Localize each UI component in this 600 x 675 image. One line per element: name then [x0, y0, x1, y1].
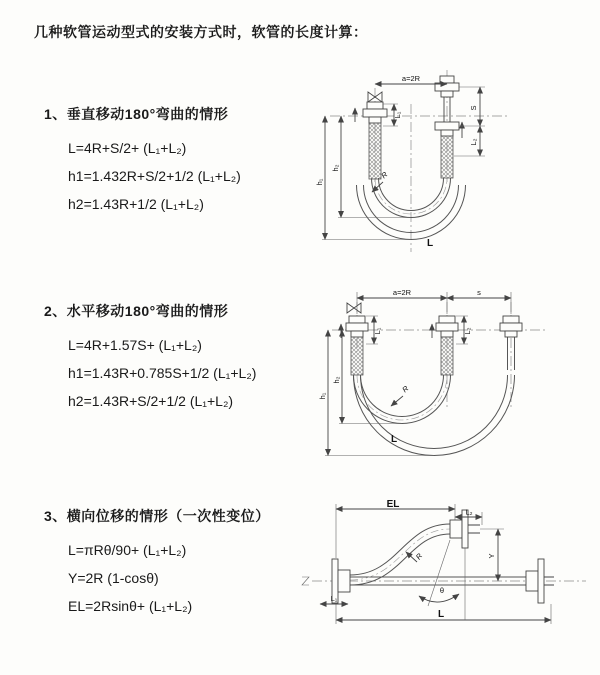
section-1-heading: 1、垂直移动180°弯曲的情形 — [44, 106, 229, 122]
valve-icon — [368, 92, 375, 102]
section-2-heading: 2、水平移动180°弯曲的情形 — [44, 303, 229, 319]
braided-hose-section — [369, 123, 381, 179]
valve-icon — [375, 92, 382, 102]
formula: EL=2Rsinθ+ (L₁+L₂) — [68, 598, 193, 614]
pipe-break-icon — [302, 577, 309, 585]
formula: h1=1.43R+0.785S+1/2 (L₁+L₂) — [68, 365, 257, 381]
dim-label-r: R — [413, 551, 425, 562]
flange — [346, 323, 368, 331]
flange — [435, 122, 459, 130]
dim-label-l1: L₁ — [373, 327, 382, 335]
flange — [338, 570, 350, 592]
flange — [441, 331, 453, 337]
dim-label-r: R — [400, 383, 411, 395]
flange — [439, 316, 455, 323]
dim-label-y: Y — [487, 553, 496, 559]
dim-label-theta: θ — [439, 586, 445, 595]
dim-label-l: L — [427, 238, 434, 249]
dim-label-l2: L₂ — [469, 138, 478, 146]
braided-hose-section — [441, 337, 453, 375]
dim-label-h1: h₁ — [318, 392, 327, 400]
formula: L=4R+1.57S+ (L₁+L₂) — [68, 337, 202, 353]
flange — [440, 76, 454, 83]
flange — [503, 316, 519, 323]
dim-label-l2: L₂ — [463, 327, 472, 335]
flange — [351, 331, 363, 337]
page-title: 几种软管运动型式的安装方式时，软管的长度计算： — [34, 24, 368, 40]
dim-label-h2: h₂ — [332, 376, 341, 384]
dim-label-s: s — [477, 288, 481, 297]
valve-icon — [347, 303, 354, 313]
flange — [441, 130, 453, 136]
dim-label-el: EL — [386, 499, 400, 510]
flange — [538, 559, 544, 603]
dim-label-h2: h₂ — [331, 164, 340, 172]
braided-hose-section — [351, 337, 363, 375]
dim-label-a2r: a=2R — [392, 288, 412, 297]
section-3-formulas — [68, 536, 192, 620]
dim-label-s: S — [469, 105, 478, 111]
flange — [436, 323, 458, 331]
flange — [505, 331, 517, 337]
formula: L=πRθ/90+ (L₁+L₂) — [68, 542, 187, 558]
section-1-formulas — [68, 134, 241, 218]
flange — [441, 91, 453, 97]
formula: h2=1.43R+S/2+1/2 (L₁+L₂) — [68, 393, 234, 409]
section-2-formulas — [68, 331, 256, 415]
flange — [369, 117, 381, 123]
flange — [450, 520, 462, 538]
flange — [526, 571, 538, 591]
dim-label-l: L — [391, 434, 398, 445]
valve-icon — [354, 303, 361, 313]
dim-label-h1: h₁ — [315, 178, 324, 186]
section-3-heading: 3、横向位移的情形（一次性变位） — [44, 508, 270, 524]
flange — [363, 109, 387, 117]
braided-hose-section — [441, 136, 453, 178]
dim-label-l1: L₁ — [393, 111, 402, 119]
dim-label-l2: L₂ — [465, 507, 473, 517]
diagram-vertical-180-bend — [314, 64, 586, 256]
dim-label-l: L — [437, 609, 445, 620]
dim-label-r: R — [379, 169, 390, 181]
dim-label-a2r: a=2R — [401, 74, 421, 83]
formula: h2=1.43R+1/2 (L₁+L₂) — [68, 196, 204, 212]
flange — [500, 323, 522, 331]
formula: L=4R+S/2+ (L₁+L₂) — [68, 140, 187, 156]
diagram-horizontal-180-bend — [314, 282, 592, 460]
flange — [367, 102, 383, 109]
diagram-lateral-displacement — [298, 496, 595, 653]
flange — [349, 316, 365, 323]
formula: Y=2R (1-cosθ) — [68, 570, 159, 586]
formula: h1=1.432R+S/2+1/2 (L₁+L₂) — [68, 168, 241, 184]
dim-label-l1: L₁ — [330, 594, 338, 603]
